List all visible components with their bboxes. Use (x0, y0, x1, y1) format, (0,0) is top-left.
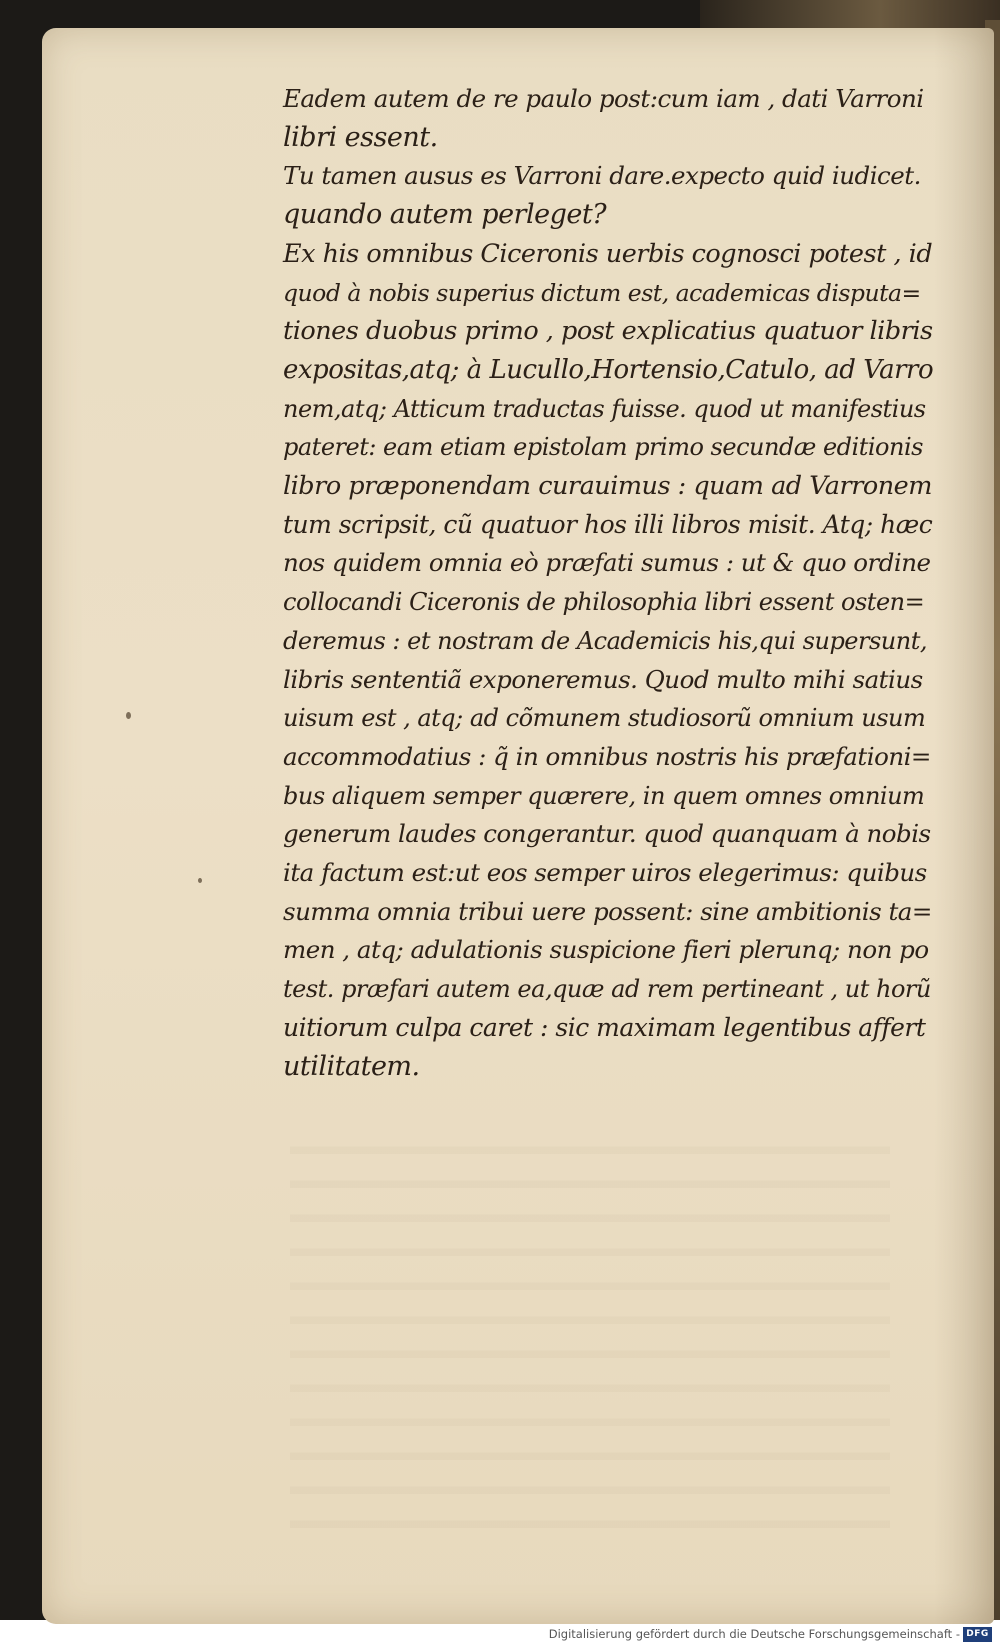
dfg-logo: DFG (963, 1627, 992, 1642)
text-line: summa omnia tribui uere possent: sine ambitionis ta= (283, 896, 932, 926)
page-text-block (283, 80, 933, 1086)
text-line: libri essent. (283, 121, 438, 153)
text-line: libris sententiã exponeremus. Quod multo mihi satius (283, 664, 923, 694)
ink-speck (126, 712, 131, 719)
text-line: generum laudes congerantur. quod quanquam à nobis (283, 819, 931, 849)
text-line: accommodatius : q̃ in omnibus nostris his præfationi= (283, 741, 931, 771)
text-line: expositas,atq; à Lucullo,Hortensio,Catulo, ad Varro (283, 354, 934, 385)
ink-speck (198, 878, 202, 883)
footer-bar (0, 1624, 1000, 1646)
show-through-text-shadow (290, 1120, 890, 1550)
text-line: Ex his omnibus Ciceronis uerbis cognosci potest , id (283, 238, 933, 269)
text-line: nos quidem omnia eò præfati sumus : ut & quo ordine (283, 548, 931, 578)
funding-credit-text: Digitalisierung gefördert durch die Deutsche Forschungsgemeinschaft - (548, 1627, 960, 1641)
text-line: men , atq; adulationis suspicione fieri plerunq; non po (283, 935, 929, 965)
text-line: bus aliquem semper quærere, in quem omnes omnium (283, 781, 925, 810)
text-line: ita factum est:ut eos semper uiros elegerimus: quibus (283, 858, 927, 888)
text-line: Eadem autem de re paulo post:cum iam , dati Varroni (283, 84, 924, 113)
text-line: collocandi Ciceronis de philosophia libri essent osten= (283, 588, 925, 617)
text-line: quando autem perleget? (283, 199, 607, 231)
text-line: uisum est , atq; ad cõmunem studiosorũ omnium usum (283, 704, 926, 733)
text-line: tum scripsit, cũ quatuor hos illi libros misit. Atq; hæc (283, 509, 933, 539)
text-line: pateret: eam etiam epistolam primo secundæ editionis (283, 433, 923, 462)
text-line: libro præponendam curauimus : quam ad Varronem (283, 471, 932, 502)
text-line: uitiorum culpa caret : sic maximam legentibus affert (283, 1012, 926, 1042)
text-line: tiones duobus primo , post explicatius quatuor libris (283, 316, 933, 347)
text-line: quod à nobis superius dictum est, academicas disputa= (283, 278, 921, 307)
book-board-edge-top (700, 0, 1000, 30)
text-line: deremus : et nostram de Academicis his,qui supersunt, (283, 626, 927, 655)
page-edge-shadow (934, 28, 994, 1624)
text-line: nem,atq; Atticum traductas fuisse. quod ut manifestius (283, 394, 926, 423)
text-line: utilitatem. (283, 1050, 420, 1082)
text-line: Tu tamen ausus es Varroni dare.expecto quid iudicet. (283, 161, 921, 191)
text-line: test. præfari autem ea,quæ ad rem pertineant , ut horũ (283, 975, 931, 1004)
